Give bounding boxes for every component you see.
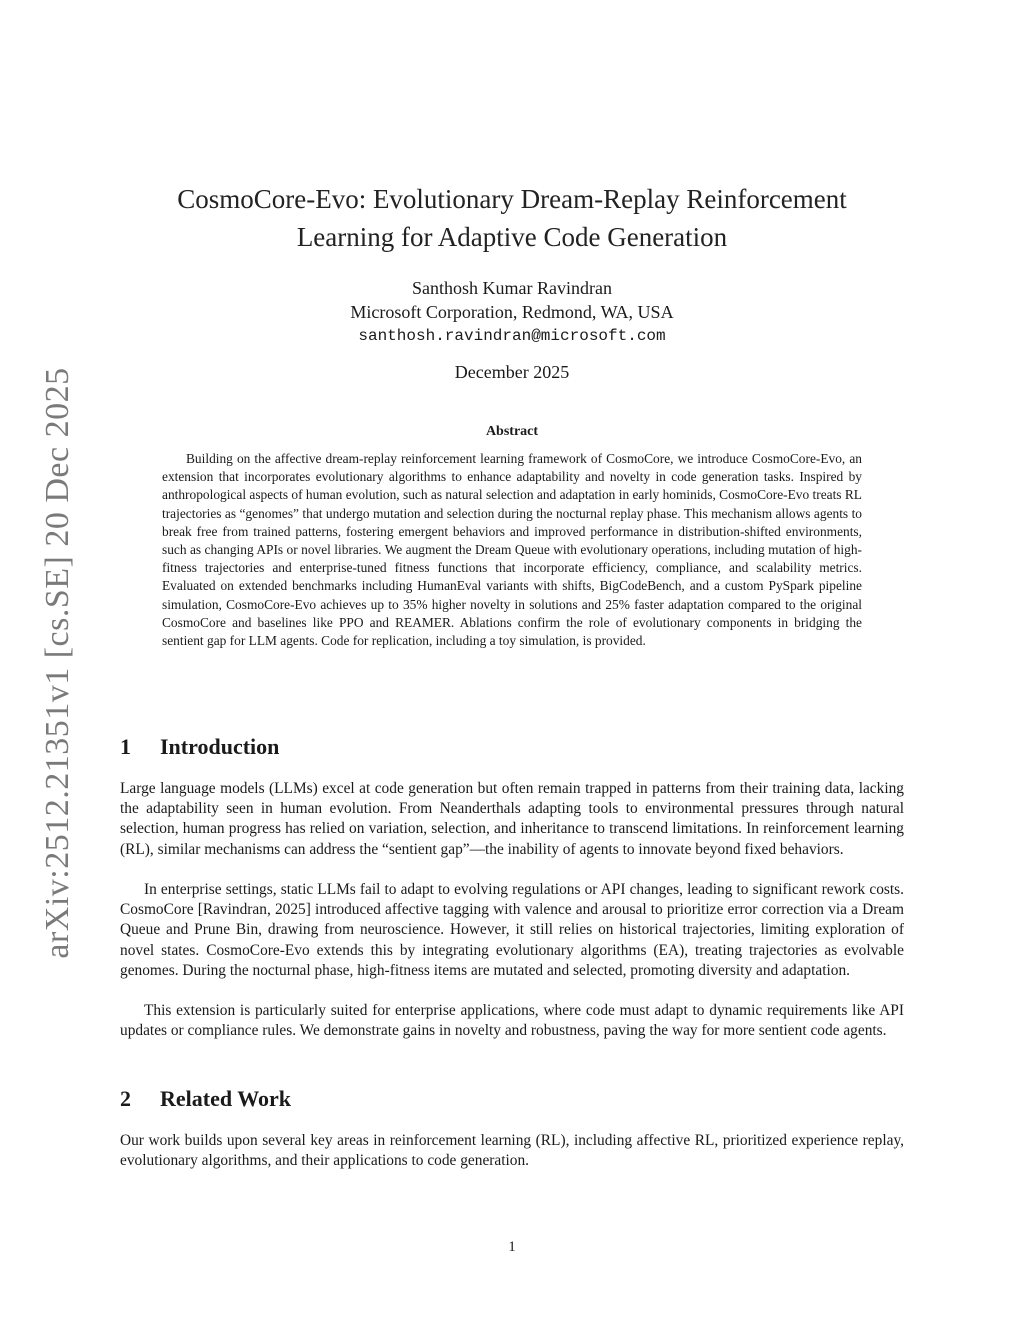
intro-paragraph-2: In enterprise settings, static LLMs fail to adapt to evolving regulations or API changes, leading to significant rework costs. CosmoCore [Ravindran, 2025] introduced affective tagging with valence and arousal to prioritize error correction via a Dream Queue and Prune Bin, drawing from neuroscience. However, it still relies on historical trajectories, limiting exploration of novel states. CosmoCore-Evo extends this by integrating evolutionary algorithms (EA), treating trajectories as evolvable genomes. During the nocturnal phase, high-fitness items are mutated and selected, promoting diversity and adaptation.	[120, 881, 904, 979]
author-affiliation: Microsoft Corporation, Redmond, WA, USA	[350, 302, 674, 322]
section-heading-related-work	[120, 1086, 910, 1112]
abstract-heading: Abstract	[485, 424, 539, 439]
section-heading-introduction	[120, 734, 910, 760]
section-title: Related Work	[160, 1086, 291, 1111]
author-email: santhosh.ravindran@microsoft.com	[358, 327, 666, 345]
intro-paragraph-1: Large language models (LLMs) excel at code generation but often remain trapped in patterns from their training data, lacking the adaptability seen in human evolution. From Neanderthals adapting tools to environmental pressures through natural selection, human progress has relied on variation, selection, and inheritance to transcend limitations. In reinforcement learning (RL), similar mechanisms can address the “sentient gap”—the inability of agents to innovate beyond fixed behaviors.	[120, 780, 904, 858]
arxiv-identifier-stamp: arXiv:2512.21351v1 [cs.SE] 20 Dec 2025	[39, 367, 76, 959]
paper-title	[112, 180, 912, 256]
section-title: Introduction	[160, 734, 280, 759]
abstract-text: Building on the affective dream-replay reinforcement learning framework of CosmoCore, we introduce CosmoCore-Evo, an extension that incorporates evolutionary algorithms to enhance adaptability and novelty in code generation tasks. Inspired by anthropological aspects of human evolution, such as natural selection and adaptation in early hominids, CosmoCore-Evo treats RL trajectories as “genomes” that undergo mutation and selection during the nocturnal replay phase. This mechanism allows agents to break free from trained patterns, fostering emergent behaviors and improved performance in distribution-shifted environments, such as changing APIs or novel libraries. We augment the Dream Queue with evolutionary operations, including mutation of high-fitness trajectories and enterprise-tuned fitness functions that incorporate efficiency, compliance, and scalability metrics. Evaluated on extended benchmarks including HumanEval variants with shifts, BigCodeBench, and a custom PySpark pipeline simulation, CosmoCore-Evo achieves up to 35% higher novelty in solutions and 25% faster adaptation compared to the original CosmoCore and baselines like PPO and REAMER. Ablations confirm the role of evolutionary components in bridging the sentient gap for LLM agents. Code for replication, including a toy simulation, is provided.	[162, 451, 862, 649]
section-number: 1	[120, 734, 131, 759]
publication-date: December 2025	[454, 362, 570, 382]
section-number: 2	[120, 1086, 131, 1111]
author-name: Santhosh Kumar Ravindran	[412, 278, 612, 298]
author-block	[112, 276, 912, 348]
title-line-1: CosmoCore-Evo: Evolutionary Dream-Replay Reinforcement	[177, 184, 847, 214]
page-number: 1	[508, 1239, 516, 1255]
intro-paragraph-3: This extension is particularly suited for enterprise applications, where code must adapt to dynamic requirements like API updates or compliance rules. We demonstrate gains in novelty and robustness, paving the way for more sentient code agents.	[120, 1002, 904, 1040]
title-line-2: Learning for Adaptive Code Generation	[296, 222, 728, 252]
related-work-paragraph-1: Our work builds upon several key areas in reinforcement learning (RL), including affective RL, prioritized experience replay, evolutionary algorithms, and their applications to code generation.	[120, 1132, 904, 1170]
